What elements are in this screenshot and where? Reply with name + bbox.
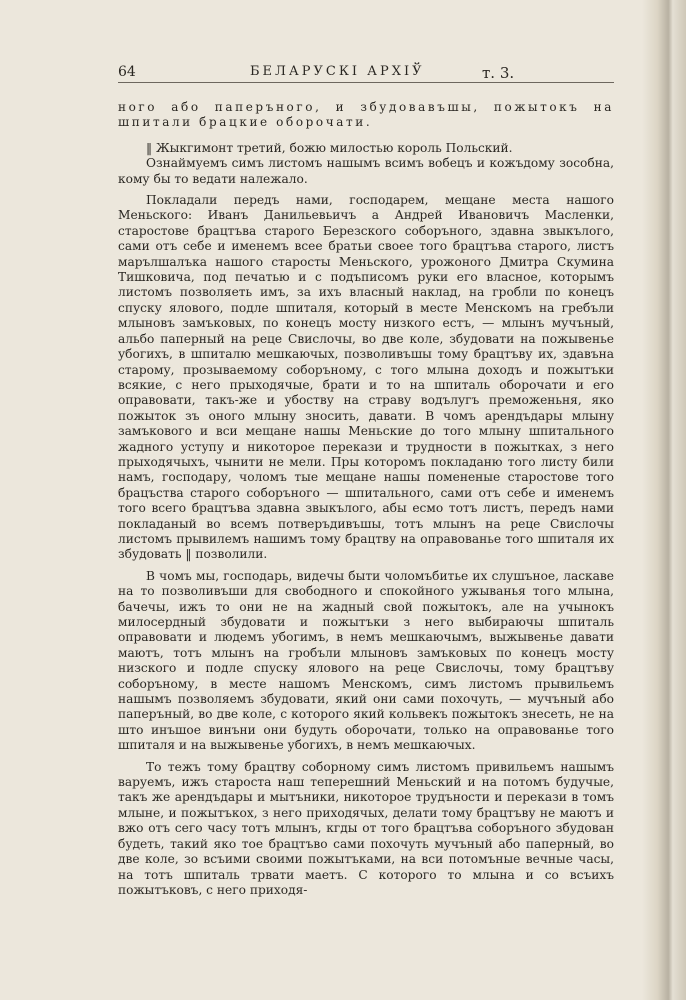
page-binding-edge (642, 0, 686, 1000)
body-text (118, 100, 614, 898)
paragraph-petition: Покладали передъ нами, господарем, мещане места нашого Меньского: Иванъ Данильевьичъ а Андрей Ивановичъ Масленки, старостове брацтъва старого Березского соборъного, здавна звыкълого, сами отъ себе и именемъ всее братьи своее того брацтъва старого, листъ марълшалъка нашого старосты Меньского, урожоного Дмитра Скумина Тишковича, под печатью и с подъписомъ руки его власное, которымъ листомъ позволяеть имъ, за ихъ власный наклад, на гробли по конецъ спуску ялового, подле шпиталя, который в месте Менскомъ на гребъли млыновъ замъковых, по конецъ мосту низкого естъ, — млынъ мучъный, альбо паперный на реце Свислочы, во две коле, збудовати на пожывенье убогихъ, в шпиталю мешкаючых, позволивъшы тому брацтъву их, здавъна старому, прозываемому соборъному, с того млына доходъ и пожытъки всякие, с него прыходячые, брати и то на шпиталь оборочати и его оправовати, такъ-же и убоству на страву водълугъ преможеньня, яко пожыток зъ оного млыну зносить, давати. В чомъ арендъдары млыну замъкового и вси мещане нашы Меньские до того млыну шпитального жадного уступу и никоторое перекази и трудности в пожытках, з него прыходячыхъ, чынити не мели. Пры которомъ покладаню того листу били намъ, господару, чоломъ тые мещане нашы помененые старостове того брацъства старого соборъного — шпитального, сами отъ себе и именемъ того всего брацтъва здавна звыкълого, абы есмо тотъ листъ, передъ нами покладаный во всемъ потверъдивъшы, тотъ млынъ на реце Свислочы листомъ прывилемъ нашимъ тому брацтву на оправованье того шпиталя их збудовать ‖ позволили. (118, 193, 614, 562)
paragraph-grant: В чомъ мы, господарь, видечы быти чоломъбитье их слушъное, ласкаве на то позволивъши для свободного и спокойного ужыванья того млына, бачечы, ижъ то они не на жадный свой пожытокъ, але на учынокъ милосердный збудовати и пожытъки з него выбираючы шпиталь оправовати и людемъ убогимъ, в немъ мешкаючымъ, выжывенье давати маютъ, тотъ млынъ на гробъли млыновъ замъковых по конецъ мосту низского и подле спуску ялового на реце Свислочы, тому брацтъву соборъному, в месте нашомъ Менскомъ, симъ листомъ прывильемъ нашымъ позволяемъ збудовати, який они сами похочуть, — мучъный або паперъный, во две коле, с которого який кольвекъ пожытокъ знесеть, не на што инъшое винъни они будуть оборочати, только на оправованье того шпиталя и на выжывенье убогихъ, в немъ мешкаючых. (118, 568, 614, 753)
page-number: 64 (118, 64, 136, 80)
running-title: БЕЛАРУСКІ АРХІЎ (250, 64, 425, 79)
continuation-paragraph: ного або паперъного, и збудовавъшы, пожытокъ на шпитали брацкие оборочати. (118, 100, 614, 130)
paragraph-provisions: То тежъ тому брацтву соборному симъ листомъ привильемъ нашымъ варуемъ, ижъ староста наш теперешний Меньский и на потомъ будучые, такъ же арендъдары и мытъники, никоторое трудъности и перекази в томъ млыне, и пожытъкох, з него приходячых, делати тому брацтъву не маютъ и вжо отъ сего часу тотъ млынъ, кгды от того брацтъва соборъного збудован будеть, такий яко тое брацтъво сами похочуть мучъный або паперный, во две коле, зо всъими своими пожытъками, на вси потомъные вечные часы, на тотъ шпиталь трвати маетъ. С которого то млына и со всъихъ пожытъковъ, с него приходя- (118, 759, 614, 897)
paragraph-announcement: Ознаймуемъ симъ листомъ нашымъ всимъ вобецъ и кожъдому зособна, кому бы то ведати належало. (118, 156, 614, 186)
document-heading: ‖ Жыкгимонт третий, божю милостью король Польский. (146, 140, 513, 155)
header-rule (118, 82, 614, 83)
volume-label: т. 3. (482, 64, 515, 82)
